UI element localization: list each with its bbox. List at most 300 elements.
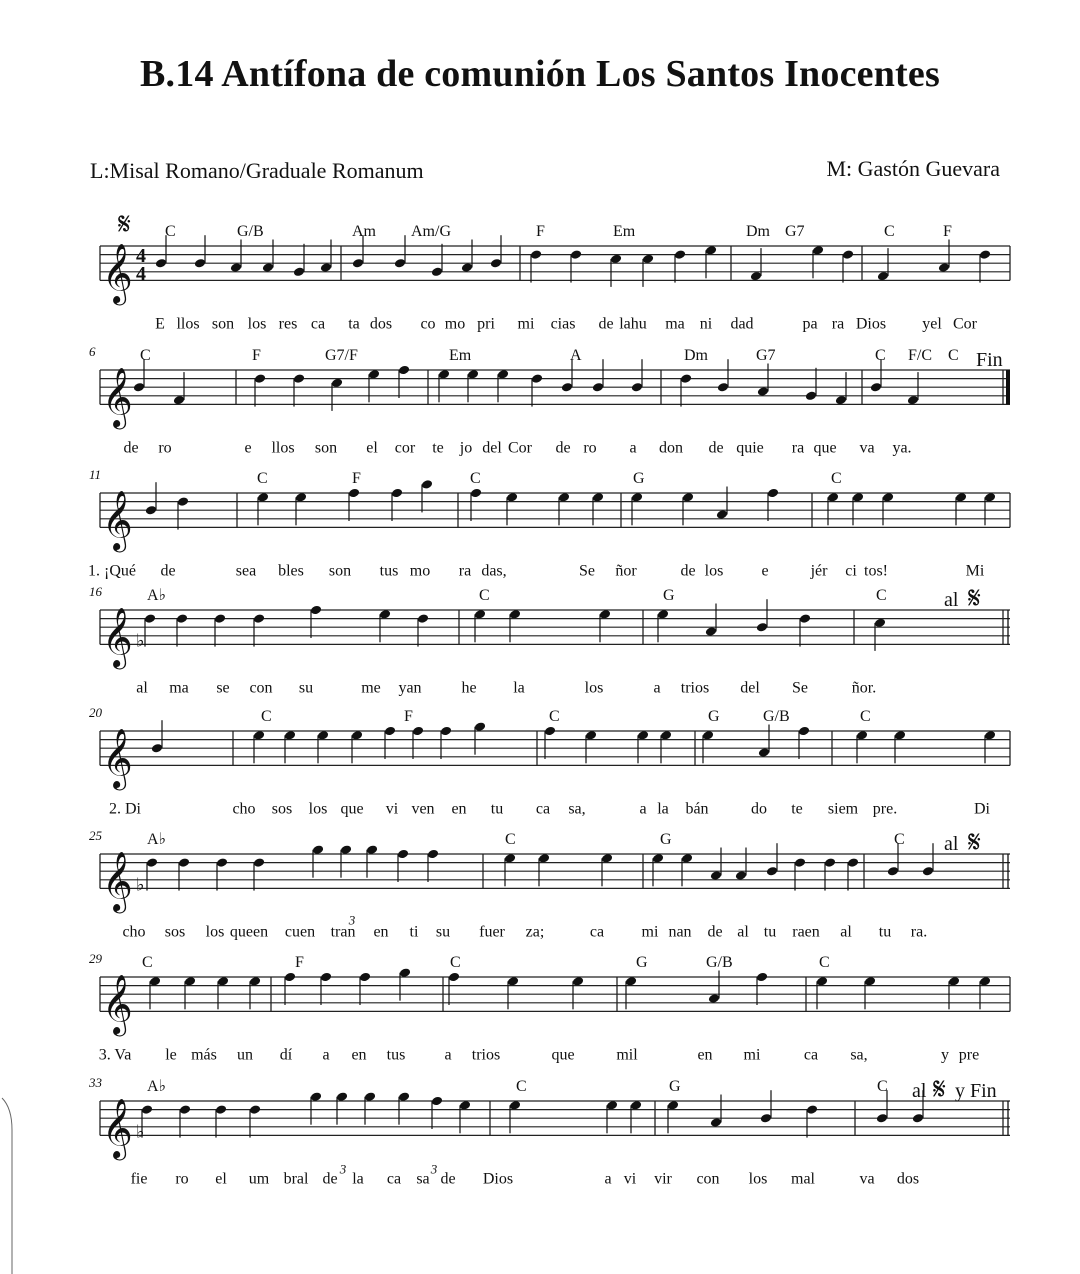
lyric-syllable: ñor [615, 562, 637, 580]
lyric-syllable: um [248, 1170, 270, 1188]
music-system [89, 705, 1010, 817]
note-head [144, 613, 156, 624]
chord-symbol: C [875, 347, 886, 364]
note-head [412, 726, 424, 737]
note-head [310, 605, 322, 616]
note-head [151, 743, 163, 754]
lyric-syllable: mi [641, 923, 659, 941]
note-head [448, 972, 460, 983]
lyric-syllable: e [244, 439, 252, 457]
chord-symbol: G/B [706, 954, 733, 971]
chord-symbol: C [165, 223, 176, 240]
measure-number: 6 [89, 344, 96, 359]
measure-number: 33 [89, 1075, 102, 1090]
lyric-syllable: ca [535, 800, 551, 818]
treble-clef-icon: 𝄞 [102, 490, 133, 551]
note-head [887, 866, 899, 877]
lyric-syllable: de [555, 439, 571, 457]
note-head [427, 849, 439, 860]
lyric-syllable: al [737, 923, 749, 941]
lyric-syllable: va [859, 439, 875, 457]
lyric-syllable: fuer [479, 923, 505, 941]
measure-number: 29 [89, 951, 102, 966]
note-head [177, 496, 189, 507]
lyric-syllable: al [136, 679, 148, 697]
lyric-syllable: los [308, 800, 328, 818]
note-head [756, 972, 768, 983]
note-head [674, 249, 686, 260]
lyric-syllable: ma [665, 315, 685, 333]
chord-symbol: A♭ [147, 1078, 167, 1095]
lyric-syllable: yel [922, 315, 942, 333]
treble-clef-icon: 𝄞 [102, 974, 133, 1035]
lyric-syllable: raen [792, 923, 820, 941]
note-head [384, 726, 396, 737]
lyric-syllable: ci [845, 562, 857, 580]
lyric-syllable: de [123, 439, 139, 457]
lyric-syllable: del [740, 679, 760, 697]
treble-clef-icon: 𝄞 [102, 851, 133, 912]
note-head [870, 382, 882, 393]
al-segno-marking: al [912, 1080, 927, 1102]
lyric-syllable: Cor [953, 315, 977, 333]
chord-symbol: C [140, 347, 151, 364]
chord-symbol: G [708, 708, 720, 725]
note-head [767, 488, 779, 499]
lyric-syllable: de [160, 562, 176, 580]
note-head [179, 1104, 191, 1115]
note-head [592, 382, 604, 393]
lyric-syllable: fie [130, 1170, 148, 1188]
lyric-syllable: ra [458, 562, 472, 580]
chord-symbol: Am/G [411, 223, 451, 240]
lyric-syllable: sa, [568, 800, 586, 818]
note-head [398, 365, 410, 376]
chord-symbol: A♭ [147, 587, 167, 604]
lyric-syllable: trios [471, 1046, 501, 1064]
chord-symbol: Em [613, 223, 636, 240]
note-head [254, 373, 266, 384]
lyric-syllable: ca [589, 923, 605, 941]
note-head [544, 726, 556, 737]
lyric-syllable: e [761, 562, 769, 580]
music-system [89, 951, 1010, 1063]
lyric-syllable: de [708, 439, 724, 457]
note-head [348, 488, 360, 499]
note-head [214, 613, 226, 624]
lyric-syllable: ya. [892, 439, 912, 457]
lyric-syllable: mo [409, 562, 431, 580]
note-head [155, 258, 167, 269]
note-head [847, 857, 859, 868]
lyric-syllable: ra [831, 315, 845, 333]
lyric-syllable: don [659, 439, 683, 457]
segno-icon: 𝄋 [968, 581, 981, 616]
music-system [89, 581, 1010, 696]
note-head [293, 373, 305, 384]
note-head [912, 1113, 924, 1124]
chord-symbol: G [663, 587, 675, 604]
lyric-syllable: ra [791, 439, 805, 457]
lyric-syllable: le [165, 1046, 177, 1064]
lyric-syllable: mi [743, 1046, 761, 1064]
lyric-syllable: ti [409, 923, 419, 941]
lyric-syllable: ra. [910, 923, 928, 941]
chord-symbol: G [669, 1078, 681, 1095]
lyric-syllable: con [696, 1170, 720, 1188]
lyric-syllable: tus [386, 1046, 406, 1064]
chord-symbol: C [894, 831, 905, 848]
lyric-syllable: en [373, 923, 389, 941]
chord-symbol: G/B [763, 708, 790, 725]
lyric-syllable: el [215, 1170, 227, 1188]
chord-symbol: A♭ [147, 831, 167, 848]
lyric-syllable: son [328, 562, 352, 580]
lyric-syllable: cuen [284, 923, 316, 941]
flat-icon: ♭ [136, 630, 145, 652]
lyric-syllable: ca [386, 1170, 402, 1188]
lyric-syllable: pre [958, 1046, 980, 1064]
note-head [760, 1113, 772, 1124]
lyric-syllable: que [813, 439, 837, 457]
note-head [215, 1104, 227, 1115]
lyric-syllable: ñor. [851, 679, 877, 697]
lyricist-credit: L:Misal Romano/Graduale Romanum [90, 158, 424, 183]
lyric-syllable: un [237, 1046, 253, 1064]
note-head [216, 857, 228, 868]
note-head [806, 1104, 818, 1115]
measure-number: 11 [89, 467, 102, 482]
lyric-syllable: sea [235, 562, 257, 580]
lyric-syllable: pa [802, 315, 818, 333]
lyric-syllable: ven [411, 800, 435, 818]
time-signature-bottom: 4 [136, 263, 146, 285]
measure-number: 20 [89, 705, 102, 720]
lyric-syllable: con [249, 679, 273, 697]
chord-symbol: C [884, 223, 895, 240]
lyric-syllable: los [584, 679, 604, 697]
lyric-syllable: Dios [855, 315, 887, 333]
note-head [146, 857, 158, 868]
lyric-syllable: Mi [965, 562, 985, 580]
lyric-syllable: se [216, 679, 230, 697]
lyric-syllable: jér [810, 562, 828, 580]
chord-symbol: G [633, 470, 645, 487]
lyric-syllable: a [653, 679, 661, 697]
lyric-syllable: siem [827, 800, 859, 818]
note-head [397, 849, 409, 860]
chord-symbol: F/C [908, 347, 933, 364]
note-head [680, 373, 692, 384]
chord-symbol: C [257, 470, 268, 487]
lyric-syllable: do [751, 800, 767, 818]
chord-symbol: Em [449, 347, 472, 364]
chord-symbol: F [252, 347, 261, 364]
note-head [631, 382, 643, 393]
note-head [417, 613, 429, 624]
note-head [394, 258, 406, 269]
lyric-syllable: de [680, 562, 696, 580]
lyric-syllable: mi [517, 315, 535, 333]
chord-symbol: Am [352, 223, 376, 240]
treble-clef-icon: 𝄞 [102, 367, 133, 428]
note-head [440, 726, 452, 737]
lyric-syllable: Cor [508, 439, 532, 457]
chord-symbol: C [876, 587, 887, 604]
segno-icon: 𝄋 [933, 1072, 946, 1107]
lyric-syllable: E [155, 315, 165, 333]
chord-symbol: C [479, 587, 490, 604]
lyric-syllable: la [352, 1170, 364, 1188]
lyric-syllable: jo [459, 439, 473, 457]
lyric-syllable: tos! [864, 562, 888, 580]
lyric-syllable: y [941, 1046, 949, 1064]
chord-symbol: C [948, 347, 959, 364]
lyric-syllable: tu [763, 923, 777, 941]
lyric-syllable: cho [232, 800, 256, 818]
note-head [824, 857, 836, 868]
chord-symbol: Dm [684, 347, 708, 364]
lyric-syllable: Di [974, 800, 990, 818]
chord-symbol: G7/F [325, 347, 358, 364]
treble-clef-icon: 𝄞 [102, 1098, 133, 1159]
chord-symbol: G [636, 954, 648, 971]
music-system [88, 467, 1010, 579]
lyric-syllable: sa, [850, 1046, 868, 1064]
note-head [561, 382, 573, 393]
lyric-syllable: he [461, 679, 477, 697]
lyric-syllable: llos [271, 439, 295, 457]
lyric-syllable: en [351, 1046, 367, 1064]
note-head [842, 249, 854, 260]
chord-symbol: C [470, 470, 481, 487]
lyric-syllable: sos [164, 923, 186, 941]
lyric-syllable: son [314, 439, 338, 457]
treble-clef-icon: 𝄞 [102, 728, 133, 789]
lyric-syllable: bral [283, 1170, 309, 1188]
y-fin-marking: y Fin [955, 1080, 997, 1102]
chord-symbol: A [570, 347, 582, 364]
note-head [570, 249, 582, 260]
lyric-syllable: dos [896, 1170, 920, 1188]
note-head [794, 857, 806, 868]
lyric-syllable: del [482, 439, 502, 457]
treble-clef-icon: 𝄞 [102, 243, 133, 304]
note-head [178, 857, 190, 868]
chord-symbol: G [660, 831, 672, 848]
lyric-syllable: que [340, 800, 364, 818]
lyric-syllable: queen [229, 923, 269, 941]
triplet-mark: 3 [430, 1161, 438, 1177]
lyric-syllable: sos [271, 800, 293, 818]
lyric-syllable: 2. Di [109, 800, 141, 818]
lyric-syllable: tu [490, 800, 504, 818]
note-head [253, 857, 265, 868]
lyric-syllable: ma [169, 679, 189, 697]
lyric-syllable: Dios [482, 1170, 514, 1188]
lyric-syllable: quie [736, 439, 764, 457]
lyric-syllable: en [697, 1046, 713, 1064]
note-head [431, 1096, 443, 1107]
page-title: B.14 Antífona de comunión Los Santos Inocentes [140, 53, 940, 95]
chord-symbol: F [352, 470, 361, 487]
lyric-syllable: te [432, 439, 444, 457]
lyric-syllable: son [211, 315, 235, 333]
chord-symbol: F [943, 223, 952, 240]
note-head [194, 258, 206, 269]
lyric-syllable: pre. [872, 800, 898, 818]
lyric-syllable: al [840, 923, 852, 941]
chord-symbol: C [450, 954, 461, 971]
music-system [89, 344, 1010, 456]
triplet-mark: 3 [348, 912, 356, 928]
note-head [421, 479, 433, 490]
lyric-syllable: que [551, 1046, 575, 1064]
chord-symbol: F [404, 708, 413, 725]
note-head [922, 866, 934, 877]
note-head [530, 249, 542, 260]
lyric-syllable: su [435, 923, 451, 941]
music-system [89, 825, 1010, 940]
note-head [798, 726, 810, 737]
scan-edge-mark [2, 1098, 12, 1274]
lyric-syllable: yan [398, 679, 422, 697]
note-head [717, 382, 729, 393]
lyric-syllable: a [639, 800, 647, 818]
chord-symbol: C [505, 831, 516, 848]
segno-icon: 𝄋 [968, 825, 981, 860]
note-head [391, 488, 403, 499]
lyric-syllable: pri [477, 315, 495, 333]
lyric-syllable: das, [481, 562, 507, 580]
lyric-syllable: va [859, 1170, 875, 1188]
segno-icon: 𝄋 [118, 207, 131, 242]
lyric-syllable: cias [550, 315, 576, 333]
lyric-syllable: vi [385, 800, 399, 818]
note-head [359, 972, 371, 983]
lyric-syllable: bán [685, 800, 709, 818]
note-head [133, 382, 145, 393]
lyric-syllable: Se [792, 679, 808, 697]
treble-clef-icon: 𝄞 [102, 607, 133, 668]
lyric-syllable: la [657, 800, 669, 818]
chord-symbol: G7 [756, 347, 776, 364]
lyric-syllable: lahu [619, 315, 647, 333]
note-head [490, 258, 502, 269]
lyric-syllable: a [444, 1046, 452, 1064]
lyric-syllable: tu [878, 923, 892, 941]
lyric-syllable: me [361, 679, 381, 697]
note-head [876, 1113, 888, 1124]
lyric-syllable: sa [416, 1170, 430, 1188]
chord-symbol: C [261, 708, 272, 725]
al-segno-marking: al [944, 833, 959, 855]
lyric-syllable: ni [699, 315, 713, 333]
note-head [431, 266, 443, 277]
lyric-syllable: de [322, 1170, 338, 1188]
chord-symbol: G/B [237, 223, 264, 240]
lyric-syllable: za; [525, 923, 545, 941]
al-segno-marking: al [944, 589, 959, 611]
triplet-mark: 3 [339, 1161, 347, 1177]
lyric-syllable: los [205, 923, 225, 941]
lyric-syllable: te [791, 800, 803, 818]
lyric-syllable: dí [279, 1046, 293, 1064]
lyric-syllable: 1. ¡Qué [88, 562, 136, 580]
note-head [253, 613, 265, 624]
note-head [756, 622, 768, 633]
lyric-syllable: ro [175, 1170, 189, 1188]
note-head [293, 266, 305, 277]
note-head [145, 505, 157, 516]
lyric-syllable: los [247, 315, 267, 333]
note-head [979, 249, 991, 260]
note-head [805, 390, 817, 401]
lyric-syllable: bles [278, 562, 304, 580]
chord-symbol: G7 [785, 223, 805, 240]
note-head [284, 972, 296, 983]
lyric-syllable: ca [310, 315, 326, 333]
lyric-syllable: el [366, 439, 378, 457]
flat-icon: ♭ [136, 1121, 145, 1143]
lyric-syllable: los [748, 1170, 768, 1188]
composer-credit: M: Gastón Guevara [826, 156, 1000, 181]
chord-symbol: Dm [746, 223, 770, 240]
flat-icon: ♭ [136, 874, 145, 896]
lyric-syllable: más [191, 1046, 217, 1064]
lyric-syllable: la [513, 679, 525, 697]
lyric-syllable: cho [122, 923, 146, 941]
lyric-syllable: llos [176, 315, 200, 333]
lyric-syllable: nan [668, 923, 692, 941]
measure-number: 16 [89, 584, 102, 599]
lyric-syllable: 3. Va [98, 1046, 132, 1064]
lyric-syllable: Se [579, 562, 595, 580]
note-head [141, 1104, 153, 1115]
lyric-syllable: a [322, 1046, 330, 1064]
lyric-syllable: dos [369, 315, 393, 333]
lyric-syllable: cor [394, 439, 416, 457]
chord-symbol: C [877, 1078, 888, 1095]
chord-symbol: C [860, 708, 871, 725]
chord-symbol: C [831, 470, 842, 487]
note-head [531, 373, 543, 384]
chord-symbol: F [295, 954, 304, 971]
fin-marking: Fin [976, 349, 1003, 371]
chord-symbol: F [536, 223, 545, 240]
lyric-syllable: ca [803, 1046, 819, 1064]
lyric-syllable: ta [348, 315, 360, 333]
measure-number: 25 [89, 828, 102, 843]
chord-symbol: C [142, 954, 153, 971]
lyric-syllable: los [704, 562, 724, 580]
note-head [799, 613, 811, 624]
lyric-syllable: mil [616, 1046, 638, 1064]
chord-symbol: C [549, 708, 560, 725]
time-signature-top: 4 [136, 245, 146, 267]
lyric-syllable: mal [791, 1170, 815, 1188]
lyric-syllable: su [298, 679, 314, 697]
note-head [352, 258, 364, 269]
lyric-syllable: ro [158, 439, 172, 457]
lyric-syllable: de [598, 315, 614, 333]
lyric-syllable: tran [330, 923, 356, 941]
lyric-syllable: de [707, 923, 723, 941]
note-head [766, 866, 778, 877]
music-system [100, 207, 1010, 332]
chord-symbol: C [516, 1078, 527, 1095]
note-head [176, 613, 188, 624]
